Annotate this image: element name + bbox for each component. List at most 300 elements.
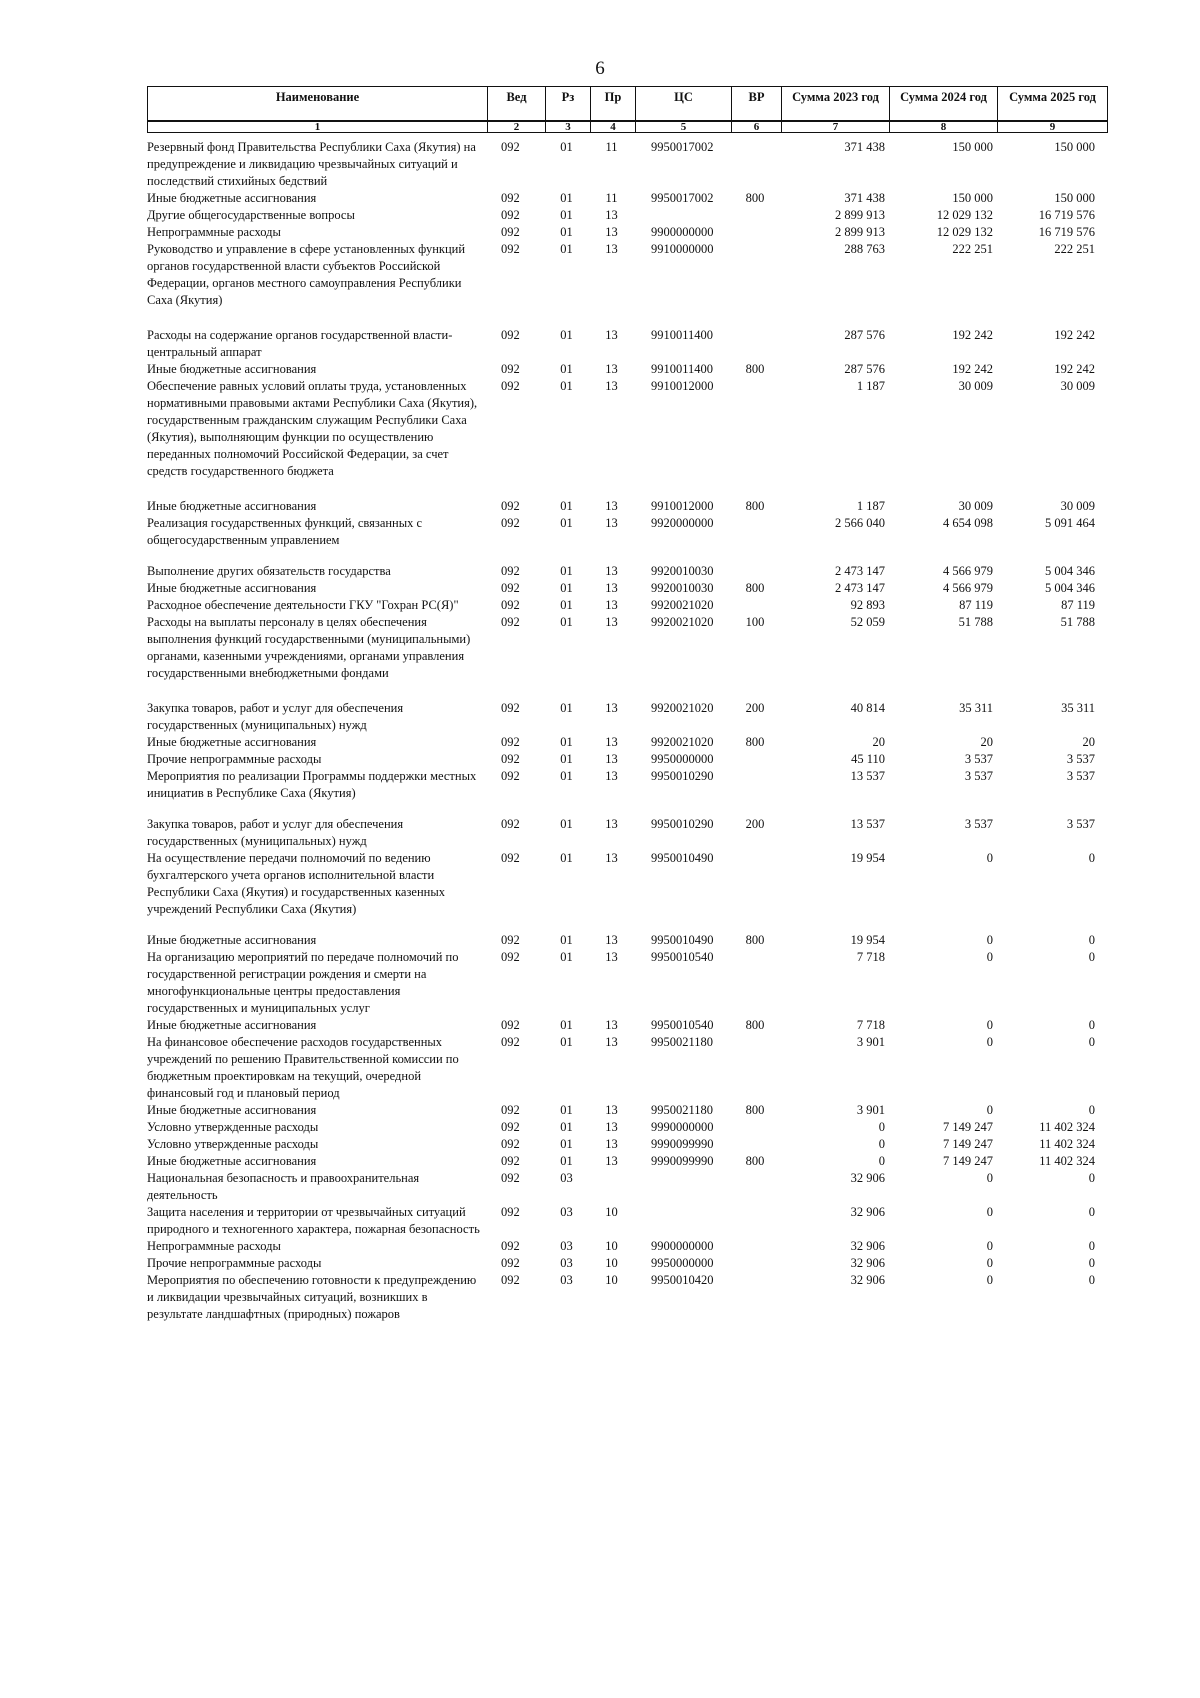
row-pr: 13 <box>605 701 618 715</box>
row-cs: 9920010030 <box>651 564 714 578</box>
row-name: Условно утвержденные расходы <box>147 1120 319 1134</box>
row-cs: 9920021020 <box>651 735 714 749</box>
row-sum-2024: 30 009 <box>958 379 993 393</box>
row-name: Прочие непрограммные расходы <box>147 752 322 766</box>
row-name: Непрограммные расходы <box>147 1239 281 1253</box>
row-sum-2024: 3 537 <box>964 817 993 831</box>
table-row <box>147 1034 1107 1102</box>
col-number: 9 <box>998 121 1108 133</box>
row-sum-2024: 0 <box>986 1256 993 1270</box>
table-row <box>147 597 1107 614</box>
row-vr: 800 <box>745 362 765 376</box>
row-vr <box>731 327 781 361</box>
row-ved: 092 <box>501 499 520 513</box>
row-pr: 13 <box>605 225 618 239</box>
table-row <box>147 241 1107 327</box>
row-sum-2023: 32 906 <box>850 1273 885 1287</box>
row-vr <box>731 949 781 1017</box>
row-ved: 092 <box>501 950 520 964</box>
page-number: 6 <box>595 58 605 79</box>
table-row <box>147 378 1107 498</box>
row-sum-2025: 5 004 346 <box>1045 564 1095 578</box>
row-sum-2023: 2 473 147 <box>835 564 885 578</box>
row-sum-2024: 3 537 <box>964 769 993 783</box>
table-row <box>147 361 1107 378</box>
row-name: Защита населения и территории от чрезвычайных ситуаций природного и техногенного характера, пожарная безопасность <box>147 1205 480 1236</box>
row-rz: 01 <box>560 191 573 205</box>
row-sum-2023: 371 438 <box>844 191 885 205</box>
row-sum-2025: 30 009 <box>1060 379 1095 393</box>
table-row <box>147 498 1107 515</box>
row-rz: 01 <box>560 752 573 766</box>
row-sum-2024: 0 <box>986 933 993 947</box>
row-vr <box>731 751 781 768</box>
row-ved: 092 <box>501 1018 520 1032</box>
row-sum-2025: 0 <box>1088 1018 1095 1032</box>
row-pr: 11 <box>605 191 618 205</box>
row-sum-2023: 2 566 040 <box>835 516 885 530</box>
row-rz: 01 <box>560 598 573 612</box>
row-ved: 092 <box>501 933 520 947</box>
row-pr: 11 <box>605 140 618 154</box>
row-sum-2023: 1 187 <box>856 379 885 393</box>
row-name: Расходное обеспечение деятельности ГКУ "Гохран РС(Я)" <box>147 598 459 612</box>
row-sum-2023: 52 059 <box>850 615 885 629</box>
row-sum-2023: 19 954 <box>850 933 885 947</box>
row-rz: 01 <box>560 933 573 947</box>
row-ved: 092 <box>501 701 520 715</box>
row-vr <box>731 850 781 932</box>
table-row <box>147 207 1107 224</box>
row-cs <box>635 207 731 224</box>
row-sum-2025: 35 311 <box>1061 701 1095 715</box>
row-ved: 092 <box>501 328 520 342</box>
row-sum-2023: 32 906 <box>850 1239 885 1253</box>
row-vr <box>731 1170 781 1204</box>
row-sum-2023: 32 906 <box>850 1205 885 1219</box>
row-name: Непрограммные расходы <box>147 225 281 239</box>
row-rz: 01 <box>560 208 573 222</box>
row-sum-2024: 51 788 <box>958 615 993 629</box>
row-name: Иные бюджетные ассигнования <box>147 191 317 205</box>
row-sum-2025: 16 719 576 <box>1038 225 1095 239</box>
row-cs: 9920000000 <box>651 516 714 530</box>
row-cs: 9990000000 <box>651 1120 714 1134</box>
row-ved: 092 <box>501 1256 520 1270</box>
row-sum-2023: 92 893 <box>850 598 885 612</box>
row-cs: 9950017002 <box>651 140 714 154</box>
row-rz: 01 <box>560 499 573 513</box>
row-cs: 9920021020 <box>651 701 714 715</box>
row-vr <box>731 378 781 498</box>
row-sum-2024: 7 149 247 <box>943 1154 993 1168</box>
row-sum-2023: 371 438 <box>844 140 885 154</box>
row-sum-2025: 11 402 324 <box>1039 1137 1095 1151</box>
table-row <box>147 816 1107 850</box>
row-pr: 10 <box>605 1205 618 1219</box>
row-sum-2023: 2 473 147 <box>835 581 885 595</box>
row-name: Расходы на содержание органов государственной власти- центральный аппарат <box>147 328 453 359</box>
row-sum-2024: 0 <box>986 1018 993 1032</box>
row-cs: 9950010490 <box>651 851 714 865</box>
row-pr: 13 <box>605 328 618 342</box>
row-name: Прочие непрограммные расходы <box>147 1256 322 1270</box>
row-vr: 200 <box>745 817 765 831</box>
row-pr: 13 <box>605 362 618 376</box>
row-rz: 01 <box>560 379 573 393</box>
row-sum-2023: 7 718 <box>856 1018 885 1032</box>
row-rz: 03 <box>560 1171 573 1185</box>
row-sum-2024: 4 566 979 <box>943 564 993 578</box>
row-sum-2025: 0 <box>1088 1239 1095 1253</box>
row-vr <box>731 1272 781 1323</box>
row-cs: 9950021180 <box>651 1035 714 1049</box>
row-name: Закупка товаров, работ и услуг для обеспечения государственных (муниципальных) нужд <box>147 817 404 848</box>
row-rz: 03 <box>560 1205 573 1219</box>
row-vr <box>731 1136 781 1153</box>
row-cs: 9910012000 <box>651 499 714 513</box>
table-row <box>147 1204 1107 1238</box>
row-sum-2024: 150 000 <box>952 140 993 154</box>
row-sum-2024: 0 <box>986 1103 993 1117</box>
row-sum-2023: 1 187 <box>856 499 885 513</box>
header-row <box>148 87 1108 122</box>
col-header-cs: ЦС <box>636 87 732 122</box>
row-ved: 092 <box>501 242 520 256</box>
row-sum-2023: 2 899 913 <box>835 208 885 222</box>
col-number: 1 <box>148 121 488 133</box>
row-sum-2023: 32 906 <box>850 1171 885 1185</box>
row-sum-2025: 192 242 <box>1054 328 1095 342</box>
row-name: Расходы на выплаты персоналу в целях обеспечения выполнения функций государственными (муниципальными) органами, казенными учреждениями, органами управления государственными внебюджетными фондами <box>147 615 471 680</box>
row-pr <box>590 1170 635 1204</box>
row-sum-2025: 150 000 <box>1054 191 1095 205</box>
table-row <box>147 1170 1107 1204</box>
table-body <box>147 139 1107 1323</box>
table-row <box>147 949 1107 1017</box>
row-sum-2025: 0 <box>1088 1273 1095 1287</box>
row-vr: 800 <box>745 191 765 205</box>
row-vr: 800 <box>745 933 765 947</box>
row-vr <box>731 1119 781 1136</box>
table-row <box>147 224 1107 241</box>
row-pr: 13 <box>605 1137 618 1151</box>
row-cs: 9950010290 <box>651 769 714 783</box>
row-name: На организацию мероприятий по передаче полномочий по государственной регистрации рождения и смерти на многофункциональные центры предоставления государственных и муниципальных услуг <box>147 950 459 1015</box>
col-number: 5 <box>636 121 732 133</box>
row-sum-2025: 11 402 324 <box>1039 1154 1095 1168</box>
table-row <box>147 515 1107 563</box>
row-cs: 9900000000 <box>651 1239 714 1253</box>
row-vr <box>731 207 781 224</box>
row-ved: 092 <box>501 362 520 376</box>
row-vr <box>731 563 781 580</box>
row-pr: 10 <box>605 1239 618 1253</box>
row-ved: 092 <box>501 1171 520 1185</box>
row-rz: 01 <box>560 581 573 595</box>
row-ved: 092 <box>501 581 520 595</box>
row-pr: 13 <box>605 752 618 766</box>
row-pr: 13 <box>605 735 618 749</box>
row-ved: 092 <box>501 1120 520 1134</box>
table-row <box>147 850 1107 932</box>
row-sum-2025: 192 242 <box>1054 362 1095 376</box>
row-sum-2023: 288 763 <box>844 242 885 256</box>
row-sum-2023: 0 <box>878 1120 885 1134</box>
table-row <box>147 1255 1107 1272</box>
row-rz: 01 <box>560 328 573 342</box>
row-sum-2024: 3 537 <box>964 752 993 766</box>
row-cs: 9950000000 <box>651 1256 714 1270</box>
col-number: 4 <box>591 121 636 133</box>
row-ved: 092 <box>501 598 520 612</box>
col-header-name: Наименование <box>148 87 488 122</box>
row-rz: 03 <box>560 1239 573 1253</box>
row-pr: 13 <box>605 242 618 256</box>
row-vr <box>731 768 781 816</box>
row-sum-2025: 3 537 <box>1066 752 1095 766</box>
row-name: Мероприятия по обеспечению готовности к предупреждению и ликвидации чрезвычайных ситуаций, возникших в результате ландшафтных (природных) пожаров <box>147 1273 477 1321</box>
row-rz: 01 <box>560 1018 573 1032</box>
row-rz: 01 <box>560 1103 573 1117</box>
row-sum-2025: 0 <box>1088 851 1095 865</box>
row-ved: 092 <box>501 1137 520 1151</box>
row-sum-2024: 0 <box>986 1205 993 1219</box>
row-cs: 9950010540 <box>651 950 714 964</box>
row-sum-2024: 7 149 247 <box>943 1120 993 1134</box>
row-rz: 01 <box>560 701 573 715</box>
row-sum-2023: 3 901 <box>856 1035 885 1049</box>
row-sum-2025: 3 537 <box>1066 769 1095 783</box>
row-cs: 9950010540 <box>651 1018 714 1032</box>
row-pr: 10 <box>605 1256 618 1270</box>
row-ved: 092 <box>501 1154 520 1168</box>
table-row <box>147 734 1107 751</box>
row-sum-2025: 11 402 324 <box>1039 1120 1095 1134</box>
row-sum-2023: 287 576 <box>844 362 885 376</box>
row-name: Иные бюджетные ассигнования <box>147 362 317 376</box>
row-rz: 01 <box>560 615 573 629</box>
row-sum-2025: 51 788 <box>1060 615 1095 629</box>
row-cs: 9900000000 <box>651 225 714 239</box>
row-rz: 01 <box>560 769 573 783</box>
row-rz: 01 <box>560 225 573 239</box>
row-vr: 800 <box>745 1018 765 1032</box>
table-row <box>147 1153 1107 1170</box>
table-row <box>147 751 1107 768</box>
row-vr: 800 <box>745 581 765 595</box>
row-pr: 13 <box>605 1035 618 1049</box>
row-sum-2024: 87 119 <box>959 598 993 612</box>
table-row <box>147 190 1107 207</box>
row-name: Иные бюджетные ассигнования <box>147 1103 317 1117</box>
row-rz: 01 <box>560 817 573 831</box>
row-cs: 9990099990 <box>651 1137 714 1151</box>
row-cs: 9950017002 <box>651 191 714 205</box>
row-name: Иные бюджетные ассигнования <box>147 735 317 749</box>
row-rz: 01 <box>560 564 573 578</box>
row-vr <box>731 1204 781 1238</box>
row-sum-2025: 87 119 <box>1061 598 1095 612</box>
row-cs: 9950010420 <box>651 1273 714 1287</box>
col-header-sum-2023: Сумма 2023 год <box>782 87 890 122</box>
col-header-vr: ВР <box>732 87 782 122</box>
row-ved: 092 <box>501 817 520 831</box>
row-cs: 9910011400 <box>651 328 714 342</box>
row-name: Иные бюджетные ассигнования <box>147 499 317 513</box>
row-sum-2024: 12 029 132 <box>936 225 993 239</box>
table-row <box>147 768 1107 816</box>
row-cs: 9950000000 <box>651 752 714 766</box>
table-row <box>147 139 1107 190</box>
row-name: Резервный фонд Правительства Республики Саха (Якутия) на предупреждение и ликвидацию чрезвычайных ситуаций и последствий стихийных бедствий <box>147 140 476 188</box>
table-row <box>147 563 1107 580</box>
row-name: На финансовое обеспечение расходов государственных учреждений по решению Правительственной комиссии по бюджетным проектировкам на текущий, очередной финансовый год и плановый период <box>147 1035 459 1100</box>
row-sum-2024: 7 149 247 <box>943 1137 993 1151</box>
row-sum-2024: 0 <box>986 1035 993 1049</box>
table-row <box>147 614 1107 700</box>
row-cs: 9910000000 <box>651 242 714 256</box>
row-ved: 092 <box>501 851 520 865</box>
row-pr: 13 <box>605 1103 618 1117</box>
row-sum-2024: 0 <box>986 1273 993 1287</box>
row-vr <box>731 1034 781 1102</box>
row-sum-2024: 4 654 098 <box>943 516 993 530</box>
row-cs <box>635 1170 731 1204</box>
row-rz: 01 <box>560 950 573 964</box>
row-name: Мероприятия по реализации Программы поддержки местных инициатив в Республике Саха (Якутия) <box>147 769 477 800</box>
row-name: Другие общегосударственные вопросы <box>147 208 355 222</box>
row-cs: 9920021020 <box>651 615 714 629</box>
row-rz: 01 <box>560 735 573 749</box>
table-row <box>147 700 1107 734</box>
row-sum-2025: 30 009 <box>1060 499 1095 513</box>
row-name: Иные бюджетные ассигнования <box>147 1154 317 1168</box>
row-sum-2025: 20 <box>1082 735 1095 749</box>
row-sum-2023: 7 718 <box>856 950 885 964</box>
row-rz: 01 <box>560 1137 573 1151</box>
row-pr: 13 <box>605 615 618 629</box>
row-vr <box>731 139 781 190</box>
row-vr <box>731 224 781 241</box>
row-sum-2024: 192 242 <box>952 328 993 342</box>
row-pr: 13 <box>605 208 618 222</box>
row-rz: 03 <box>560 1273 573 1287</box>
row-sum-2025: 150 000 <box>1054 140 1095 154</box>
table-row <box>147 1119 1107 1136</box>
row-sum-2024: 0 <box>986 950 993 964</box>
row-rz: 01 <box>560 851 573 865</box>
row-ved: 092 <box>501 1035 520 1049</box>
row-sum-2024: 12 029 132 <box>936 208 993 222</box>
row-ved: 092 <box>501 564 520 578</box>
row-sum-2024: 192 242 <box>952 362 993 376</box>
row-sum-2025: 222 251 <box>1054 242 1095 256</box>
row-pr: 13 <box>605 379 618 393</box>
row-sum-2025: 3 537 <box>1066 817 1095 831</box>
row-cs: 9910011400 <box>651 362 714 376</box>
row-sum-2025: 16 719 576 <box>1038 208 1095 222</box>
row-pr: 10 <box>605 1273 618 1287</box>
row-sum-2024: 150 000 <box>952 191 993 205</box>
row-ved: 092 <box>501 1273 520 1287</box>
table-row <box>147 932 1107 949</box>
row-pr: 13 <box>605 933 618 947</box>
row-sum-2024: 222 251 <box>952 242 993 256</box>
row-sum-2025: 5 004 346 <box>1045 581 1095 595</box>
row-rz: 03 <box>560 1256 573 1270</box>
row-vr: 800 <box>745 1154 765 1168</box>
row-sum-2023: 13 537 <box>850 769 885 783</box>
row-sum-2023: 45 110 <box>851 752 885 766</box>
row-name: Выполнение других обязательств государства <box>147 564 391 578</box>
row-cs: 9920010030 <box>651 581 714 595</box>
row-cs: 9950021180 <box>651 1103 714 1117</box>
col-header-sum-2025: Сумма 2025 год <box>998 87 1108 122</box>
row-rz: 01 <box>560 1154 573 1168</box>
col-number: 6 <box>732 121 782 133</box>
row-name: Реализация государственных функций, связанных с общегосударственным управлением <box>147 516 423 547</box>
row-pr: 13 <box>605 598 618 612</box>
row-sum-2023: 0 <box>878 1154 885 1168</box>
row-pr: 13 <box>605 499 618 513</box>
table-row <box>147 327 1107 361</box>
col-number: 2 <box>488 121 546 133</box>
row-ved: 092 <box>501 516 520 530</box>
col-header-sum-2024: Сумма 2024 год <box>890 87 998 122</box>
row-rz: 01 <box>560 516 573 530</box>
table-row <box>147 1017 1107 1034</box>
row-vr <box>731 597 781 614</box>
col-number: 8 <box>890 121 998 133</box>
row-rz: 01 <box>560 242 573 256</box>
row-vr: 800 <box>745 1103 765 1117</box>
row-vr <box>731 515 781 563</box>
row-cs: 9950010290 <box>651 817 714 831</box>
row-pr: 13 <box>605 564 618 578</box>
row-pr: 13 <box>605 851 618 865</box>
row-ved: 092 <box>501 1103 520 1117</box>
row-rz: 01 <box>560 1035 573 1049</box>
column-number-row <box>148 121 1108 133</box>
col-header-ved: Вед <box>488 87 546 122</box>
row-name: Закупка товаров, работ и услуг для обеспечения государственных (муниципальных) нужд <box>147 701 404 732</box>
row-sum-2023: 2 899 913 <box>835 225 885 239</box>
table-row <box>147 1272 1107 1323</box>
row-name: Национальная безопасность и правоохранительная деятельность <box>147 1171 420 1202</box>
row-ved: 092 <box>501 1205 520 1219</box>
row-sum-2024: 0 <box>986 851 993 865</box>
row-rz: 01 <box>560 362 573 376</box>
row-sum-2025: 5 091 464 <box>1045 516 1095 530</box>
row-sum-2024: 0 <box>986 1239 993 1253</box>
row-sum-2025: 0 <box>1088 1171 1095 1185</box>
row-vr: 200 <box>745 701 765 715</box>
row-name: Иные бюджетные ассигнования <box>147 1018 317 1032</box>
row-ved: 092 <box>501 769 520 783</box>
table-row <box>147 580 1107 597</box>
row-sum-2024: 30 009 <box>958 499 993 513</box>
row-sum-2023: 32 906 <box>850 1256 885 1270</box>
row-pr: 13 <box>605 1154 618 1168</box>
row-sum-2024: 35 311 <box>959 701 993 715</box>
row-sum-2025: 0 <box>1088 1205 1095 1219</box>
row-pr: 13 <box>605 1018 618 1032</box>
row-sum-2025: 0 <box>1088 1103 1095 1117</box>
row-sum-2025: 0 <box>1088 933 1095 947</box>
row-sum-2023: 3 901 <box>856 1103 885 1117</box>
row-ved: 092 <box>501 735 520 749</box>
